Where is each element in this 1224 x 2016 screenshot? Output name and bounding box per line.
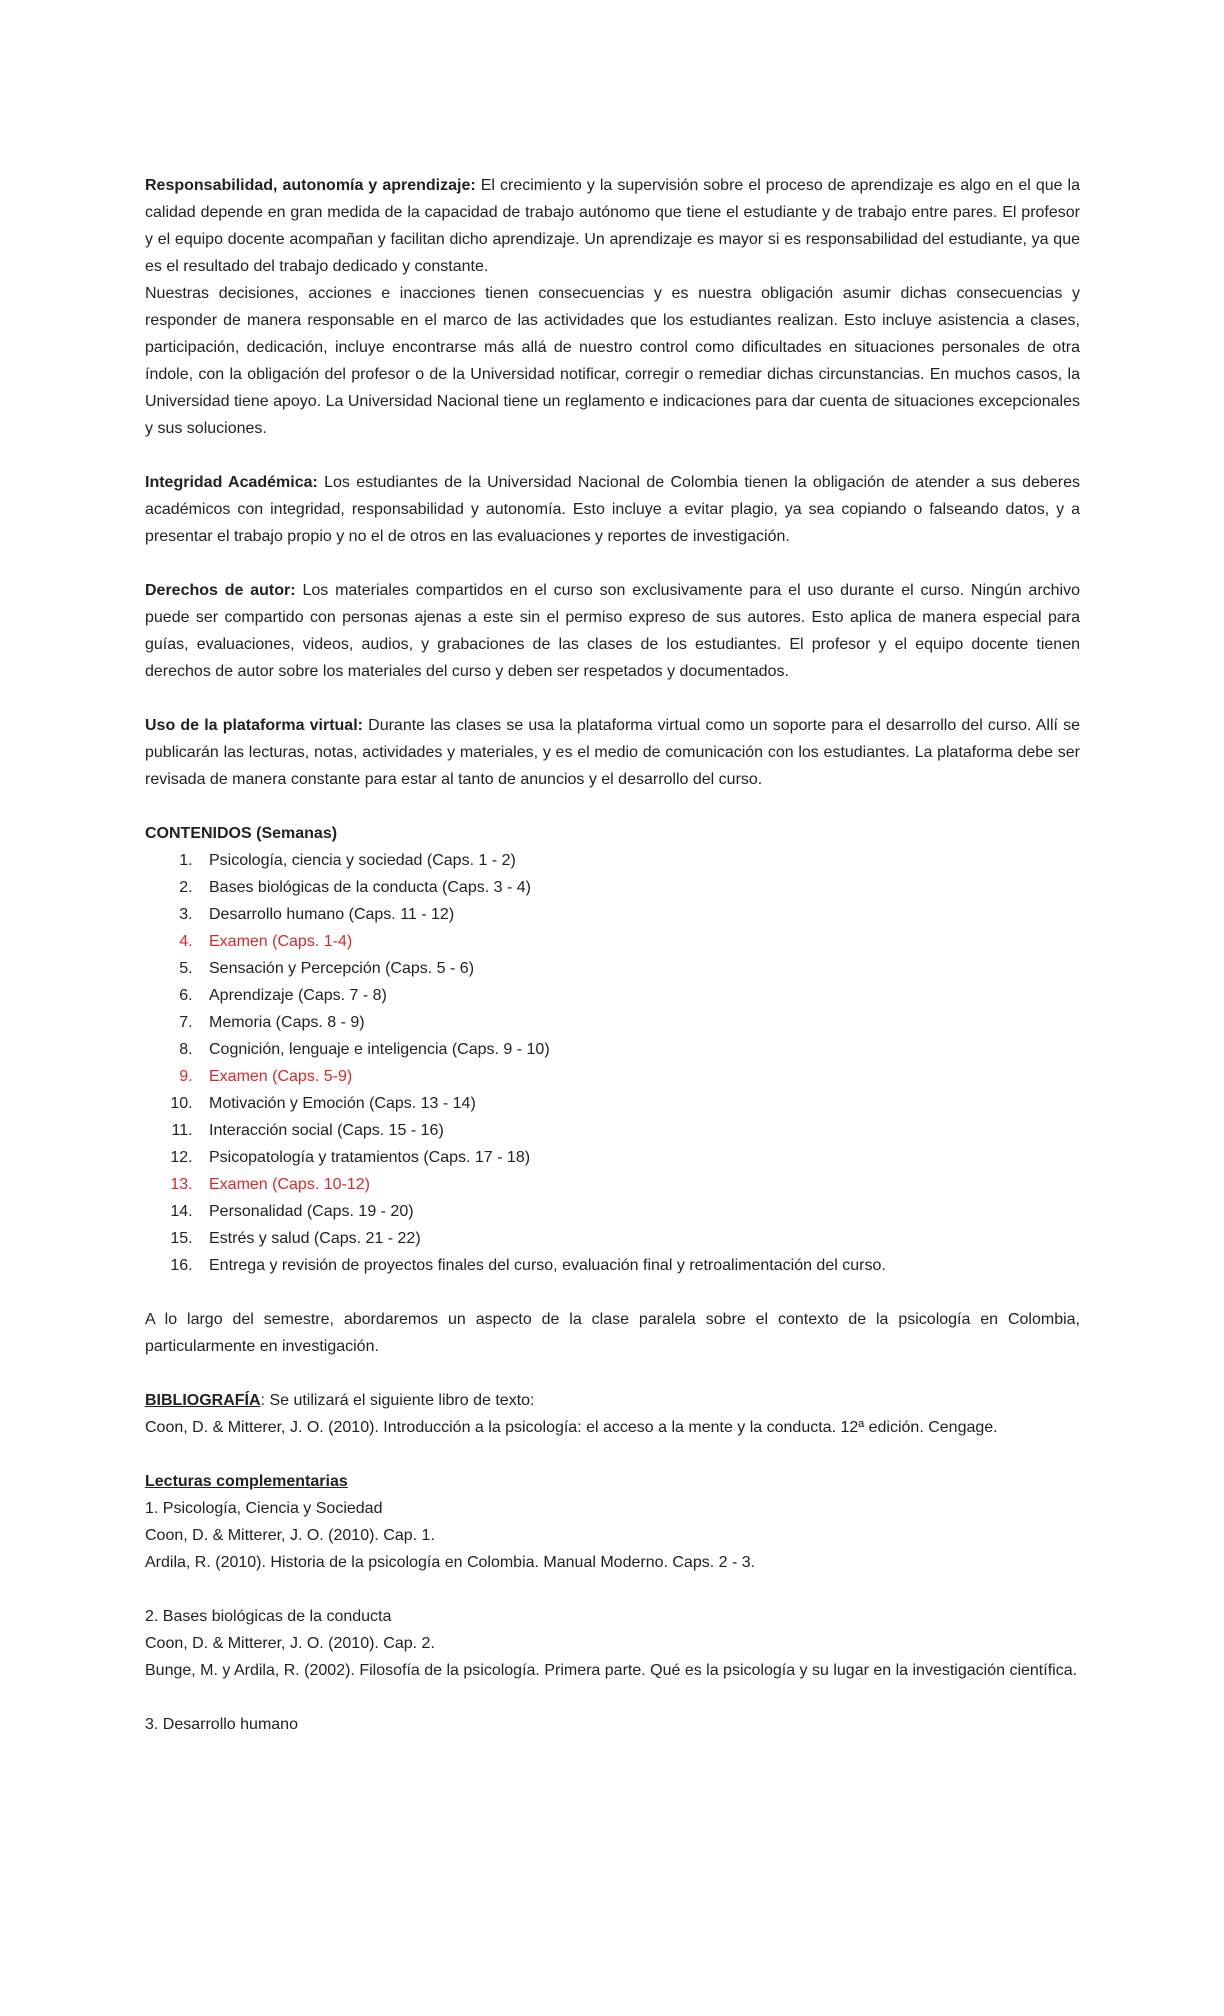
- contents-item: 16. Entrega y revisión de proyectos finales del curso, evaluación final y retroalimentación del curso.: [197, 1252, 1080, 1279]
- bibliography-heading: BIBLIOGRAFÍA: [145, 1392, 261, 1409]
- readings-group-1-ref-b: Ardila, R. (2010). Historia de la psicología en Colombia. Manual Moderno. Caps. 2 - 3.: [145, 1554, 756, 1571]
- document-page: [145, 172, 1080, 1738]
- responsibility-heading: Responsabilidad, autonomía y aprendizaje:: [145, 177, 476, 194]
- platform-text: Durante las clases se usa la plataforma virtual como un soporte para el desarrollo del curso. Allí se publicarán las lecturas, notas, actividades y materiales, y es el medio de comunicación con los estudiantes. La plataforma debe ser revisada de manera constante para estar al tanto de anuncios y el desarrollo del curso.: [145, 717, 1080, 788]
- consequences-paragraph: Nuestras decisiones, acciones e inacciones tienen consecuencias y es nuestra obligación asumir dichas consecuencias y responder de manera responsable en el marco de las actividades que los estudiantes realizan. Esto incluye asistencia a clases, participación, dedicación, incluye encontrarse más allá de nuestro control como dificultades en situaciones personales de otra índole, con la obligación del profesor o de la Universidad notificar, corregir o remediar dichas circunstancias. En muchos casos, la Universidad tiene apoyo. La Universidad Nacional tiene un reglamento e indicaciones para dar cuenta de situaciones excepcionales y sus soluciones.: [145, 285, 1080, 437]
- contents-item: 7. Memoria (Caps. 8 - 9): [197, 1009, 1080, 1036]
- integrity-text: Los estudiantes de la Universidad Nacional de Colombia tienen la obligación de atender a sus deberes académicos con integridad, responsabilidad y autonomía. Esto incluye a evitar plagio, ya sea copiando o falseando datos, y a presentar el trabajo propio y no el de otros en las evaluaciones y reportes de investigación.: [145, 474, 1081, 545]
- contents-item: 15. Estrés y salud (Caps. 21 - 22): [197, 1225, 1080, 1252]
- contents-item: 1. Psicología, ciencia y sociedad (Caps. 1 - 2): [197, 847, 1080, 874]
- context-paragraph: A lo largo del semestre, abordaremos un aspecto de la clase paralela sobre el contexto de la psicología en Colombia, particularmente en investigación.: [145, 1311, 1080, 1355]
- copyright-paragraph: [145, 577, 1080, 685]
- contents-item: 2. Bases biológicas de la conducta (Caps. 3 - 4): [197, 874, 1080, 901]
- contents-list: [145, 847, 1080, 1279]
- responsibility-paragraph: [145, 172, 1080, 280]
- contents-item-exam: 13. Examen (Caps. 10-12): [197, 1171, 1080, 1198]
- contents-item: 12. Psicopatología y tratamientos (Caps. 17 - 18): [197, 1144, 1080, 1171]
- contents-item: 8. Cognición, lenguaje e inteligencia (Caps. 9 - 10): [197, 1036, 1080, 1063]
- platform-paragraph: [145, 712, 1080, 793]
- integrity-paragraph: [145, 469, 1080, 550]
- contents-item-exam: 9. Examen (Caps. 5-9): [197, 1063, 1080, 1090]
- contents-heading: CONTENIDOS (Semanas): [145, 825, 338, 842]
- contents-item: 11. Interacción social (Caps. 15 - 16): [197, 1117, 1080, 1144]
- bibliography-line: [145, 1387, 1080, 1414]
- readings-group-1-title: 1. Psicología, Ciencia y Sociedad: [145, 1500, 383, 1517]
- responsibility-text: El crecimiento y la supervisión sobre el proceso de aprendizaje es algo en el que la calidad depende en gran medida de la capacidad de trabajo autónomo que tiene el estudiante y de trabajo entre pares. El profesor y el equipo docente acompañan y facilitan dicho aprendizaje. Un aprendizaje es mayor si es responsabilidad del estudiante, ya que es el resultado del trabajo dedicado y constante.: [145, 177, 1081, 275]
- copyright-text: Los materiales compartidos en el curso son exclusivamente para el uso durante el curso. Ningún archivo puede ser compartido con personas ajenas a este sin el permiso expreso de sus autores. Esto aplica de manera especial para guías, evaluaciones, videos, audios, y grabaciones de las clases de los estudiantes. El profesor y el equipo docente tienen derechos de autor sobre los materiales del curso y deben ser respetados y documentados.: [145, 582, 1081, 680]
- bibliography-reference: Coon, D. & Mitterer, J. O. (2010). Introducción a la psicología: el acceso a la mente y la conducta. 12ª edición. Cengage.: [145, 1419, 998, 1436]
- contents-item: 5. Sensación y Percepción (Caps. 5 - 6): [197, 955, 1080, 982]
- readings-group-2-ref-b: Bunge, M. y Ardila, R. (2002). Filosofía de la psicología. Primera parte. Qué es la psicología y su lugar en la investigación científica.: [145, 1662, 1078, 1679]
- readings-heading: Lecturas complementarias: [145, 1473, 348, 1490]
- readings-group-3-title: 3. Desarrollo humano: [145, 1716, 298, 1733]
- contents-item-exam: 4. Examen (Caps. 1-4): [197, 928, 1080, 955]
- contents-item: 6. Aprendizaje (Caps. 7 - 8): [197, 982, 1080, 1009]
- contents-item: 3. Desarrollo humano (Caps. 11 - 12): [197, 901, 1080, 928]
- contents-item: 14. Personalidad (Caps. 19 - 20): [197, 1198, 1080, 1225]
- readings-group-2-title: 2. Bases biológicas de la conducta: [145, 1608, 392, 1625]
- copyright-heading: Derechos de autor:: [145, 582, 296, 599]
- bibliography-intro: : Se utilizará el siguiente libro de texto:: [260, 1392, 535, 1409]
- readings-group-1-ref-a: Coon, D. & Mitterer, J. O. (2010). Cap. 1.: [145, 1527, 435, 1544]
- integrity-heading: Integridad Académica:: [145, 474, 318, 491]
- readings-group-2-ref-a: Coon, D. & Mitterer, J. O. (2010). Cap. 2.: [145, 1635, 435, 1652]
- contents-item: 10. Motivación y Emoción (Caps. 13 - 14): [197, 1090, 1080, 1117]
- platform-heading: Uso de la plataforma virtual:: [145, 717, 363, 734]
